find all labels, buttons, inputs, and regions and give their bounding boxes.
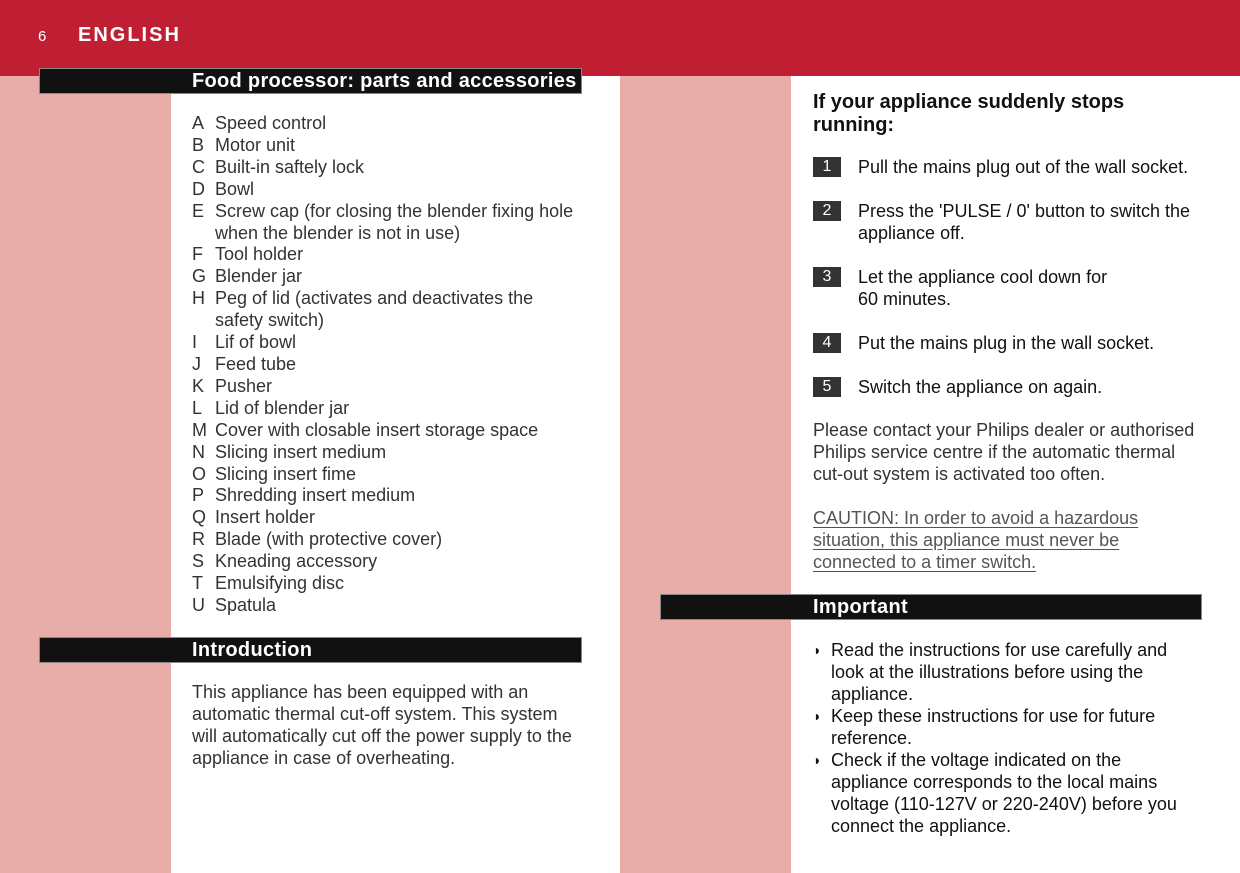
step-number: 5	[813, 377, 841, 397]
parts-list-item	[192, 354, 582, 376]
parts-list-item	[192, 179, 582, 201]
step-number: 2	[813, 201, 841, 221]
parts-list-item	[192, 485, 582, 507]
important-item	[813, 749, 1198, 837]
part-letter: B	[192, 134, 205, 155]
part-letter: N	[192, 441, 205, 462]
part-text: Motor unit	[215, 134, 296, 155]
part-text: Lif of bowl	[215, 332, 297, 353]
part-text: Peg of lid (activates and deactivates the safety switch)	[215, 288, 534, 331]
header-bar	[0, 0, 1240, 76]
part-text: Emulsifying disc	[215, 573, 345, 594]
parts-list-item	[192, 135, 582, 157]
part-letter: O	[192, 463, 207, 484]
parts-list-item	[192, 266, 582, 288]
parts-list-item	[192, 573, 582, 595]
step-item	[813, 332, 1208, 354]
part-letter: U	[192, 594, 205, 615]
important-item	[813, 705, 1198, 749]
part-text: Slicing insert fime	[215, 463, 357, 484]
half-circle-bullet-icon: ◗	[813, 752, 822, 768]
part-text: Shredding insert medium	[215, 485, 416, 506]
parts-list-item	[192, 551, 582, 573]
parts-list-item	[192, 442, 582, 464]
language-label: ENGLISH	[78, 24, 181, 46]
important-heading: Important	[813, 596, 908, 618]
parts-list-item	[192, 113, 582, 135]
caution-warning: CAUTION: In order to avoid a hazardous situation, this appliance must never be connected to a timer switch.	[813, 508, 1139, 572]
part-letter: P	[192, 485, 205, 506]
page-number: 6	[38, 28, 47, 45]
parts-list	[192, 113, 582, 617]
parts-list-item	[192, 201, 582, 245]
part-letter: K	[192, 375, 205, 396]
part-letter: T	[192, 573, 203, 594]
caution-text	[813, 508, 1205, 574]
part-text: Blender jar	[215, 266, 303, 287]
part-letter: S	[192, 551, 205, 572]
step-text: Press the 'PULSE / 0' button to switch the appliance off.	[858, 201, 1191, 243]
part-letter: I	[192, 332, 198, 353]
step-item	[813, 200, 1208, 244]
parts-heading: Food processor: parts and accessories	[192, 70, 577, 92]
important-item	[813, 639, 1198, 705]
part-text: Blade (with protective cover)	[215, 529, 443, 550]
part-text: Speed control	[215, 113, 327, 133]
parts-heading-bar	[39, 68, 582, 94]
part-text: Tool holder	[215, 244, 304, 265]
part-text: Feed tube	[215, 353, 297, 374]
half-circle-bullet-icon: ◗	[813, 708, 822, 724]
step-text: Put the mains plug in the wall socket.	[858, 333, 1155, 353]
part-letter: A	[192, 113, 205, 133]
step-item	[813, 376, 1208, 398]
parts-list-item	[192, 244, 582, 266]
step-number: 4	[813, 333, 841, 353]
left-margin-stripe	[0, 76, 171, 873]
part-text: Slicing insert medium	[215, 441, 387, 462]
part-letter: F	[192, 244, 203, 265]
part-letter: D	[192, 178, 205, 199]
part-text: Cover with closable insert storage space	[215, 419, 539, 440]
part-text: Pusher	[215, 375, 273, 396]
step-number: 1	[813, 157, 841, 177]
important-item-text: Read the instructions for use carefully and look at the illustrations before using the appliance.	[831, 640, 1168, 704]
part-text: Built-in saftely lock	[215, 156, 365, 177]
part-letter: G	[192, 266, 207, 287]
introduction-heading-bar	[39, 637, 582, 663]
parts-list-item	[192, 288, 582, 332]
parts-list-item	[192, 464, 582, 486]
part-text: Kneading accessory	[215, 551, 378, 572]
step-text: Pull the mains plug out of the wall socket.	[858, 157, 1189, 177]
parts-list-item	[192, 398, 582, 420]
parts-list-item	[192, 420, 582, 442]
part-text: Screw cap (for closing the blender fixing hole when the blender is not in use)	[215, 200, 574, 243]
part-letter: C	[192, 156, 205, 177]
right-margin-stripe	[620, 76, 791, 873]
step-number: 3	[813, 267, 841, 287]
contact-dealer-text: Please contact your Philips dealer or authorised Philips service centre if the automatic thermal cut-out system is activated too often.	[813, 420, 1195, 484]
introduction-heading: Introduction	[192, 639, 313, 661]
parts-list-item	[192, 376, 582, 398]
important-item-text: Check if the voltage indicated on the appliance corresponds to the local mains voltage (110-127V or 220-240V) before you connect the appliance.	[831, 750, 1177, 836]
step-text: Switch the appliance on again.	[858, 377, 1103, 397]
introduction-text: This appliance has been equipped with an automatic thermal cut-off system. This system will automatically cut off the power supply to the appliance in case of overheating.	[192, 682, 572, 768]
part-text: Insert holder	[215, 507, 316, 528]
parts-list-item	[192, 507, 582, 529]
step-item	[813, 266, 1128, 310]
part-letter: R	[192, 529, 205, 550]
part-letter: L	[192, 397, 203, 418]
part-text: Bowl	[215, 178, 255, 199]
part-text: Spatula	[215, 594, 277, 615]
parts-list-item	[192, 529, 582, 551]
step-text: Let the appliance cool down for 60 minutes.	[858, 267, 1108, 309]
part-text: Lid of blender jar	[215, 397, 350, 418]
part-letter: H	[192, 288, 205, 309]
parts-list-item	[192, 595, 582, 617]
important-item-text: Keep these instructions for use for future reference.	[831, 706, 1156, 748]
parts-list-item	[192, 332, 582, 354]
half-circle-bullet-icon: ◗	[813, 642, 822, 658]
stops-heading: If your appliance suddenly stops running:	[813, 91, 1125, 136]
step-item	[813, 156, 1208, 178]
important-list	[813, 639, 1198, 837]
important-heading-bar	[660, 594, 1202, 620]
part-letter: E	[192, 200, 205, 221]
part-letter: Q	[192, 507, 207, 528]
part-letter: J	[192, 353, 201, 374]
part-letter: M	[192, 419, 207, 440]
parts-list-item	[192, 157, 582, 179]
